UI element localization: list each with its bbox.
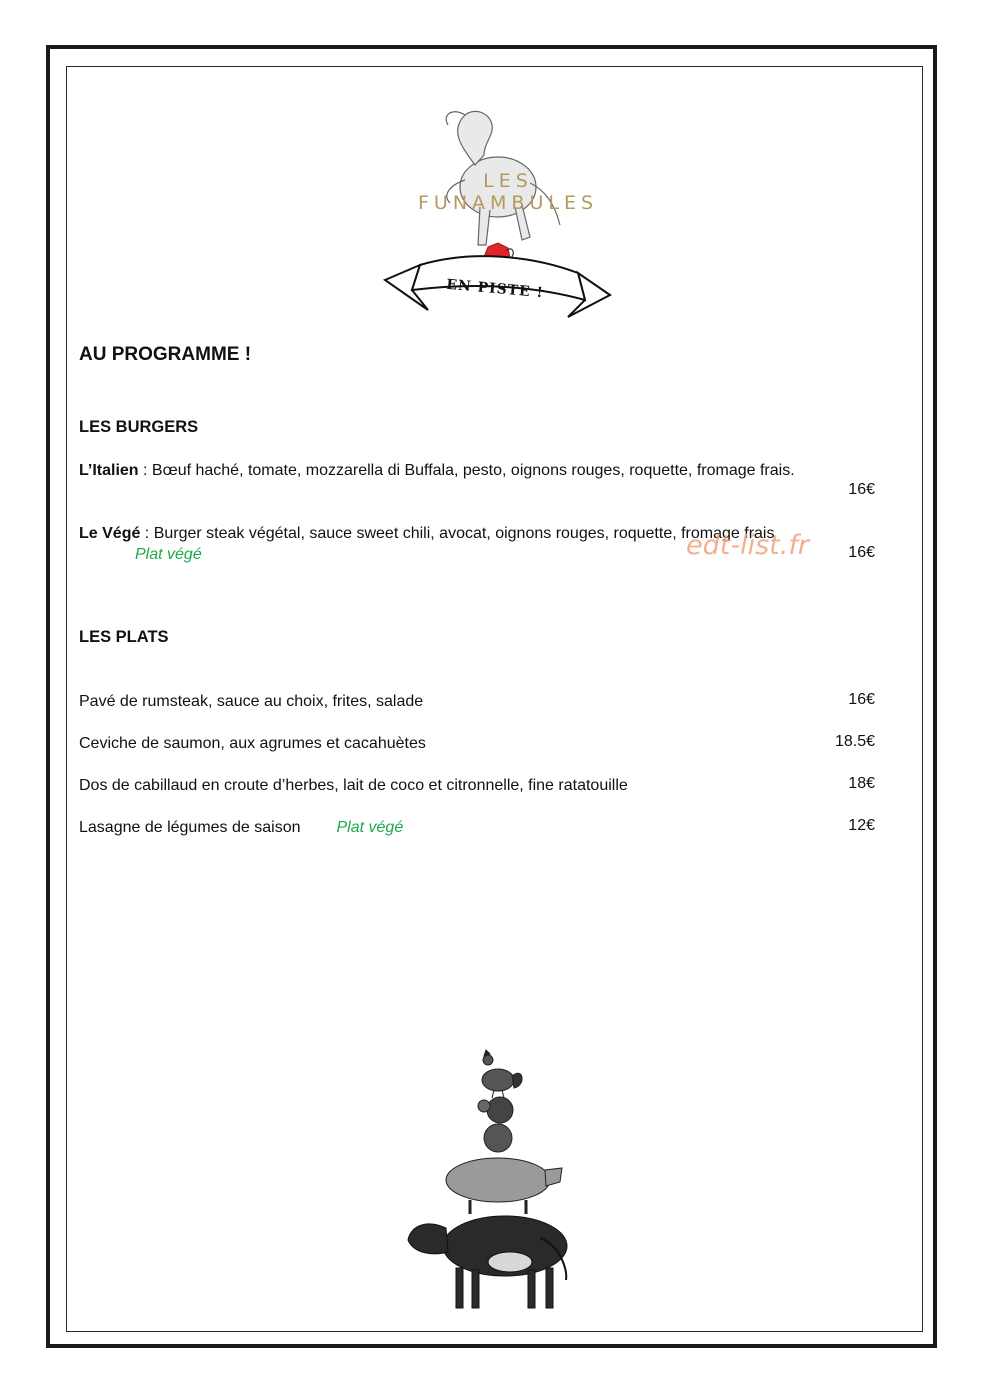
veg-tag: Plat végé [336, 819, 404, 836]
item-price: 16€ [848, 544, 875, 561]
item-description: Ceviche de saumon, aux agrumes et cacahuètes [79, 735, 426, 752]
page-title: AU PROGRAMME ! [79, 344, 252, 365]
item-name: Le Végé [79, 525, 141, 542]
menu-item-plat [79, 691, 799, 712]
banner-text: EN PISTE ! [445, 276, 545, 302]
section-title-plats: LES PLATS [79, 628, 169, 646]
item-description: Lasagne de légumes de saison [79, 819, 301, 836]
item-description: : Burger steak végétal, sauce sweet chili, avocat, oignons rouges, roquette, fromage frais [140, 525, 775, 542]
menu-item-plat [79, 775, 799, 796]
item-name: L’Italien [79, 462, 139, 479]
item-price: 16€ [848, 481, 875, 498]
item-price: 18€ [848, 775, 875, 792]
menu-item-burger-italien [79, 460, 799, 481]
item-description: Dos de cabillaud en croute d’herbes, lait de coco et citronnelle, fine ratatouille [79, 777, 628, 794]
watermark: edt-list.fr [686, 530, 809, 561]
item-description: : Bœuf haché, tomate, mozzarella di Buffala, pesto, oignons rouges, roquette, fromage frais. [138, 462, 795, 479]
cow-icon [408, 1216, 567, 1308]
pig-icon [446, 1158, 562, 1214]
item-description: Pavé de rumsteak, sauce au choix, frites, salade [79, 693, 424, 710]
item-price: 12€ [848, 817, 875, 834]
vegetables-icon [478, 1097, 513, 1152]
menu-item-plat [79, 733, 799, 754]
stacked-animals-illustration [400, 1048, 585, 1318]
rooster-icon [482, 1050, 522, 1098]
section-title-burgers: LES BURGERS [79, 418, 199, 436]
veg-tag: Plat végé [135, 546, 202, 563]
item-price: 16€ [848, 691, 875, 708]
item-price: 18.5€ [834, 733, 875, 750]
brand-name: LES FUNAMBULES [417, 170, 599, 214]
menu-item-plat [79, 817, 799, 838]
